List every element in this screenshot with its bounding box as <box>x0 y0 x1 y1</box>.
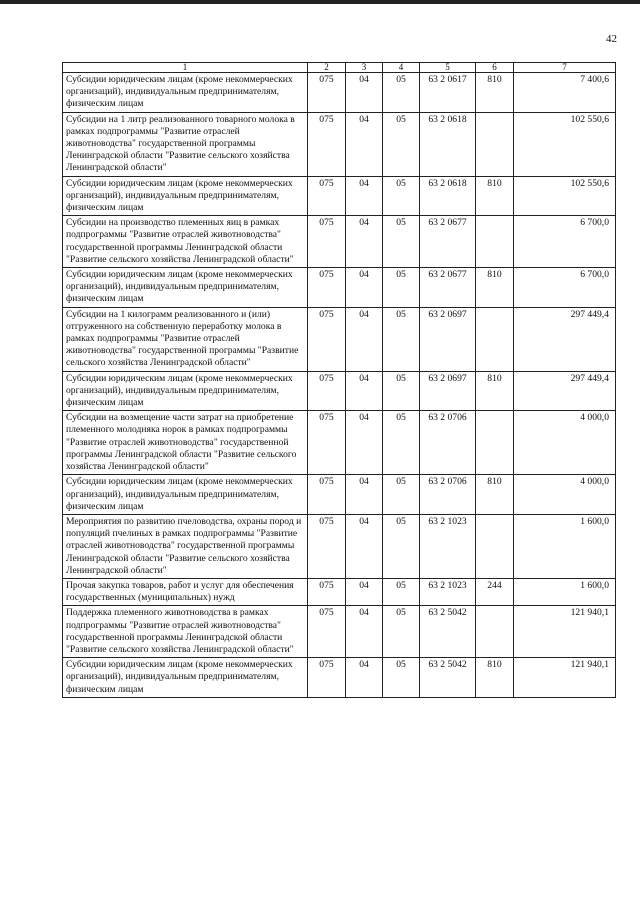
header-col-4: 4 <box>383 63 420 73</box>
cell-c4: 05 <box>383 73 420 113</box>
cell-c2: 075 <box>308 112 346 176</box>
table-row <box>63 658 616 698</box>
table-row <box>63 176 616 216</box>
cell-c5: 63 2 1023 <box>420 578 476 605</box>
row-description: Субсидии на 1 литр реализованного товарного молока в рамках подпрограммы "Развитие отраслей животноводства" государственной программы Ленинградской области "Развитие сельского хозяйства Ленинградской области" <box>63 112 308 176</box>
budget-table <box>62 62 616 698</box>
cell-c3: 04 <box>346 73 383 113</box>
cell-c7: 6 700,0 <box>514 216 616 268</box>
cell-c3: 04 <box>346 268 383 308</box>
row-description: Субсидии юридическим лицам (кроме некоммерческих организаций), индивидуальным предпринимателям, физическим лицам <box>63 176 308 216</box>
cell-c6 <box>476 411 514 475</box>
page-top-edge <box>0 0 640 4</box>
row-description: Поддержка племенного животноводства в рамках подпрограммы "Развитие отраслей животноводства" государственной программы Ленинградской области "Развитие сельского хозяйства Ленинградской области" <box>63 606 308 658</box>
cell-c5: 63 2 0706 <box>420 411 476 475</box>
header-col-6: 6 <box>476 63 514 73</box>
cell-c4: 05 <box>383 411 420 475</box>
row-description: Мероприятия по развитию пчеловодства, охраны пород и популяций пчелиных в рамках подпрограммы "Развитие отраслей животноводства" государственной программы Ленинградской области "Развитие сельского хозяйства Ленинградской области" <box>63 514 308 578</box>
cell-c6: 810 <box>476 268 514 308</box>
cell-c7: 102 550,6 <box>514 176 616 216</box>
cell-c5: 63 2 0697 <box>420 371 476 411</box>
row-description: Субсидии юридическим лицам (кроме некоммерческих организаций), индивидуальным предпринимателям, физическим лицам <box>63 268 308 308</box>
row-description: Субсидии юридическим лицам (кроме некоммерческих организаций), индивидуальным предпринимателям, физическим лицам <box>63 371 308 411</box>
cell-c2: 075 <box>308 307 346 371</box>
cell-c6: 810 <box>476 475 514 515</box>
cell-c4: 05 <box>383 216 420 268</box>
cell-c2: 075 <box>308 578 346 605</box>
header-row <box>63 63 616 73</box>
cell-c5: 63 2 0706 <box>420 475 476 515</box>
cell-c4: 05 <box>383 658 420 698</box>
cell-c2: 075 <box>308 658 346 698</box>
cell-c7: 297 449,4 <box>514 371 616 411</box>
cell-c2: 075 <box>308 606 346 658</box>
cell-c4: 05 <box>383 606 420 658</box>
cell-c5: 63 2 0618 <box>420 112 476 176</box>
cell-c6: 810 <box>476 73 514 113</box>
header-col-3: 3 <box>346 63 383 73</box>
cell-c5: 63 2 5042 <box>420 658 476 698</box>
cell-c6 <box>476 307 514 371</box>
cell-c2: 075 <box>308 411 346 475</box>
cell-c4: 05 <box>383 578 420 605</box>
table-row <box>63 307 616 371</box>
cell-c6 <box>476 216 514 268</box>
cell-c3: 04 <box>346 307 383 371</box>
cell-c5: 63 2 0618 <box>420 176 476 216</box>
cell-c4: 05 <box>383 268 420 308</box>
row-description: Субсидии юридическим лицам (кроме некоммерческих организаций), индивидуальным предпринимателям, физическим лицам <box>63 475 308 515</box>
cell-c5: 63 2 0677 <box>420 216 476 268</box>
cell-c7: 4 000,0 <box>514 475 616 515</box>
cell-c7: 102 550,6 <box>514 112 616 176</box>
cell-c4: 05 <box>383 475 420 515</box>
cell-c3: 04 <box>346 658 383 698</box>
header-col-1: 1 <box>63 63 308 73</box>
table-row <box>63 578 616 605</box>
cell-c6 <box>476 514 514 578</box>
page-number: 42 <box>606 33 617 45</box>
cell-c7: 121 940,1 <box>514 606 616 658</box>
cell-c4: 05 <box>383 112 420 176</box>
row-description: Субсидии юридическим лицам (кроме некоммерческих организаций), индивидуальным предпринимателям, физическим лицам <box>63 658 308 698</box>
cell-c7: 7 400,6 <box>514 73 616 113</box>
table-row <box>63 606 616 658</box>
cell-c7: 1 600,0 <box>514 514 616 578</box>
row-description: Субсидии юридическим лицам (кроме некоммерческих организаций), индивидуальным предпринимателям, физическим лицам <box>63 73 308 113</box>
cell-c6: 810 <box>476 658 514 698</box>
row-description: Субсидии на производство племенных яиц в рамках подпрограммы "Развитие отраслей животноводства" государственной программы Ленинградской области "Развитие сельского хозяйства Ленинградской области" <box>63 216 308 268</box>
header-col-7: 7 <box>514 63 616 73</box>
row-description: Прочая закупка товаров, работ и услуг для обеспечения государственных (муниципальных) нужд <box>63 578 308 605</box>
cell-c7: 121 940,1 <box>514 658 616 698</box>
cell-c3: 04 <box>346 371 383 411</box>
table-row <box>63 475 616 515</box>
cell-c3: 04 <box>346 514 383 578</box>
cell-c2: 075 <box>308 73 346 113</box>
header-col-5: 5 <box>420 63 476 73</box>
cell-c2: 075 <box>308 268 346 308</box>
table-row <box>63 216 616 268</box>
table-row <box>63 268 616 308</box>
cell-c4: 05 <box>383 176 420 216</box>
cell-c5: 63 2 5042 <box>420 606 476 658</box>
cell-c7: 4 000,0 <box>514 411 616 475</box>
cell-c3: 04 <box>346 216 383 268</box>
cell-c5: 63 2 0617 <box>420 73 476 113</box>
table-row <box>63 514 616 578</box>
table-row <box>63 371 616 411</box>
table-row <box>63 112 616 176</box>
cell-c2: 075 <box>308 176 346 216</box>
cell-c3: 04 <box>346 578 383 605</box>
row-description: Субсидии на 1 килограмм реализованного и (или) отгруженного на собственную переработку молока в рамках подпрограммы "Развитие отраслей животноводства" государственной программы "Развитие сельского хозяйства Ленинградской области" <box>63 307 308 371</box>
cell-c4: 05 <box>383 307 420 371</box>
table-row <box>63 73 616 113</box>
cell-c5: 63 2 0677 <box>420 268 476 308</box>
header-col-2: 2 <box>308 63 346 73</box>
cell-c3: 04 <box>346 176 383 216</box>
cell-c2: 075 <box>308 514 346 578</box>
cell-c2: 075 <box>308 216 346 268</box>
cell-c6: 810 <box>476 176 514 216</box>
cell-c6: 810 <box>476 371 514 411</box>
cell-c6 <box>476 112 514 176</box>
cell-c2: 075 <box>308 371 346 411</box>
cell-c6: 244 <box>476 578 514 605</box>
cell-c2: 075 <box>308 475 346 515</box>
cell-c3: 04 <box>346 411 383 475</box>
cell-c7: 297 449,4 <box>514 307 616 371</box>
cell-c4: 05 <box>383 371 420 411</box>
cell-c3: 04 <box>346 606 383 658</box>
cell-c6 <box>476 606 514 658</box>
cell-c5: 63 2 1023 <box>420 514 476 578</box>
cell-c5: 63 2 0697 <box>420 307 476 371</box>
cell-c7: 1 600,0 <box>514 578 616 605</box>
cell-c3: 04 <box>346 112 383 176</box>
cell-c7: 6 700,0 <box>514 268 616 308</box>
row-description: Субсидии на возмещение части затрат на приобретение племенного молодняка норок в рамках подпрограммы "Развитие отраслей животноводства" государственной программы Ленинградской области "Развитие сельского хозяйства Ленинградской области" <box>63 411 308 475</box>
table-row <box>63 411 616 475</box>
cell-c4: 05 <box>383 514 420 578</box>
cell-c3: 04 <box>346 475 383 515</box>
